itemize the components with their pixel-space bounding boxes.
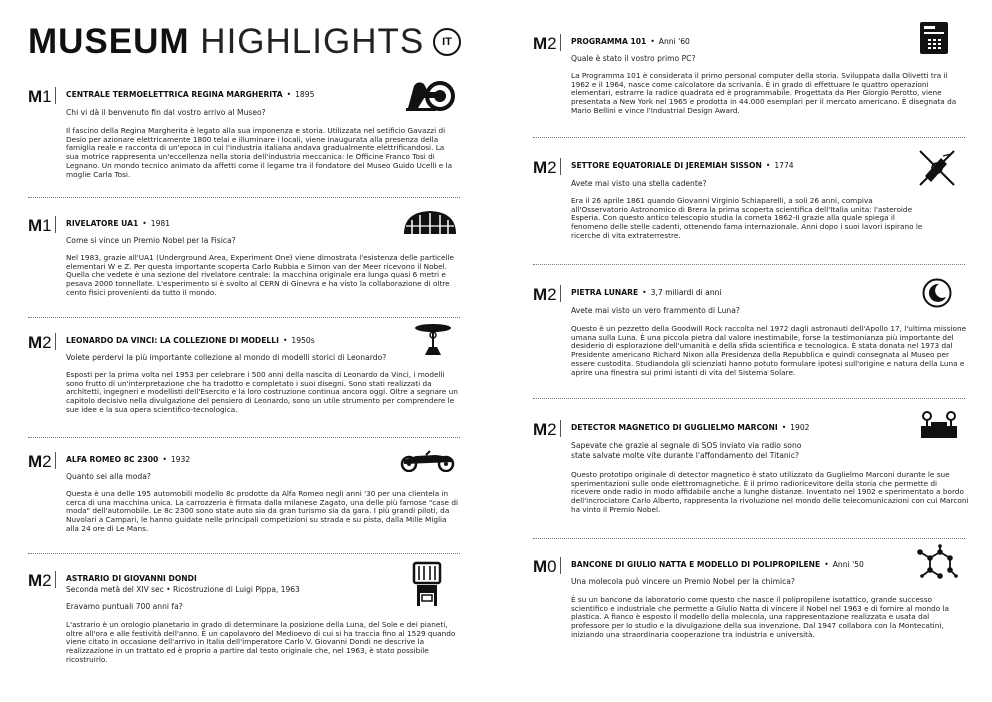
section-divider (533, 538, 965, 539)
page-title (28, 22, 448, 62)
entry-heading: CENTRALE TERMOELETTRICA REGINA MARGHERITA • 1895 (66, 90, 315, 99)
title-light: HIGHLIGHTS (189, 22, 425, 61)
museum-section-code: M0 (533, 557, 561, 576)
flying-machine-icon (413, 319, 453, 357)
entry-body: Questo prototipo originale di detector magnetico è stato utilizzato da Guglielmo Marconi durante le sue sperimentazioni sulle onde elettromagnetiche. È il primo radioricevitore della storia che permette di ricevere onde radio in modo affidabile anche a lunghe distanze. Inventato nel 1902 e sperimentato a bordo dell'incrociatore Carlo Alberto, rappresenta la rivoluzione nel mondo delle telecomunicazioni con cui Marconi ha vinto il Premio Nobel. (571, 470, 969, 514)
entry-body: Questa è una delle 195 automobili modello 8c prodotte da Alfa Romeo negli anni '30 per una clientela in cerca di una macchina unica. La carrozzeria è firmata dalla milanese Zagato, una delle più famose "case di moda" dell'automobile. Le 8c 2300 sono state auto sia da gran turismo sia da gara. I più grandi piloti, da Nuvolari a Campari, le hanno guidate nelle principali competizioni su strada e su pista, dalla Mille Miglia alla 24 ore di Le Mans. (66, 489, 459, 533)
entry-body: Nel 1983, grazie all'UA1 (Underground Area, Experiment One) viene dimostrata l'esistenza delle particelle elementari W e Z. Per questa importante scoperta Carlo Rubbia e Simon van der Meer ricevono il Nobel. Quella che vedete è una sezione del rivelatore centrale: la macchina originale era lunga quasi 6 metri e pesava 2000 tonnellate. L'esperimento si è svolto al CERN di Ginevra e ha visto la collaborazione di oltre cento fisici provenienti da tutto il mondo. (66, 253, 455, 297)
section-divider (533, 398, 965, 399)
entry-heading: ASTRARIO DI GIOVANNI DONDI (66, 574, 197, 583)
entry-heading: PIETRA LUNARE • 3,7 miliardi di anni (571, 288, 722, 297)
entry-heading: PROGRAMMA 101 • Anni '60 (571, 37, 690, 46)
entry-heading: LEONARDO DA VINCI: LA COLLEZIONE DI MODELLI • 1950s (66, 336, 315, 345)
entry-bancone-natta (533, 557, 968, 657)
molecule-icon (914, 544, 958, 584)
museum-section-code: M1 (28, 216, 56, 235)
entry-question: Avete mai visto una stella cadente? (571, 179, 707, 188)
entry-body: È su un bancone da laboratorio come questo che nasce il polipropilene isotattico, grande successo scientifico e industriale che permette a Giulio Natta di vincere il Nobel nel 1963 e di fornire al mondo la plastica. A fianco è esposto il modello della molecola, una rappresentazione realizzata e usata dal professore per lo studio e la divulgazione della sua invenzione. Dal 1947 collabora con la Montecatini, iniziando una straordinaria cooperazione tra industria e università. (571, 595, 950, 639)
museum-section-code: M2 (533, 420, 561, 439)
entry-question: Come si vince un Premio Nobel per la Fisica? (66, 236, 236, 245)
section-divider (28, 437, 460, 438)
entry-heading: ALFA ROMEO 8C 2300 • 1932 (66, 455, 191, 464)
museum-section-code: M2 (28, 333, 56, 352)
entry-body: Era il 26 aprile 1861 quando Giovanni Virginio Schiaparelli, a soli 26 anni, compiva all'Osservatorio Astronomico di Brera la prima scoperta scientifica dell'Italia unita: l'asteroide Esperia. Con questo antico telescopio studia la cometa 1862-II grazie alla quale spiega il fenomeno delle stelle cadenti, ottenendo fama internazionale. Anni dopo i suoi lavori ispirano le ricerche di vita extraterrestre. (571, 196, 923, 240)
race-car-icon (396, 448, 460, 472)
entry-question: Chi vi dà il benvenuto fin dal vostro arrivo al Museo? (66, 108, 266, 117)
museum-section-code: M1 (28, 87, 56, 106)
entry-heading: SETTORE EQUATORIALE DI JEREMIAH SISSON • 1774 (571, 161, 794, 170)
section-divider (28, 317, 460, 318)
entry-question: Volete perdervi la più importante collezione al mondo di modelli storici di Leonardo? (66, 353, 387, 362)
entry-question: Quale è stato il vostro primo PC? (571, 54, 696, 63)
magnetic-detector-icon (919, 410, 959, 440)
entry-programma-101 (533, 34, 968, 129)
generator-icon (404, 78, 458, 112)
entry-settore-equatoriale (533, 158, 968, 253)
title-bold: MUSEUM (28, 22, 190, 61)
computer-icon (919, 21, 949, 55)
entry-rivelatore-ua1 (28, 216, 466, 306)
section-divider (533, 137, 965, 138)
moon-icon (922, 278, 952, 308)
entry-detector-marconi (533, 420, 968, 520)
entry-question: Una molecola può vincere un Premio Nobel per la chimica? (571, 577, 795, 586)
section-divider (28, 553, 460, 554)
entry-centrale-termoelettrica (28, 87, 466, 187)
entry-question: Quanto sei alla moda? (66, 472, 151, 481)
entry-heading: BANCONE DI GIULIO NATTA E MODELLO DI POLIPROPILENE • Anni '50 (571, 560, 864, 569)
museum-section-code: M2 (533, 158, 561, 177)
astrarium-icon (411, 560, 443, 608)
museum-section-code: M2 (533, 34, 561, 53)
entry-body: La Programma 101 è considerata il primo personal computer della storia. Sviluppata dalla Olivetti tra il 1962 e il 1964, nasce come calcolatore da scrivania. È in grado di effettuare le quattro operazioni elementari, estrarre la radice quadrata ed è programmabile. Progettata da Pier Giorgio Perotto, viene presentata a New York nel 1965 e prodotta in 44.000 esemplari per il mercato americano. È disegnata da Mario Bellini e vince l'Industrial Design Award. (571, 71, 957, 115)
entry-question: Eravamo puntuali 700 anni fa? (66, 602, 183, 611)
entry-heading: RIVELATORE UA1 • 1981 (66, 219, 171, 228)
entry-body: Il fascino della Regina Margherita è legato alla sua imponenza e storia. Utilizzata nel setificio Gavazzi di Desio per azionare elettricamente 1800 telai e illuminare i locali, viene inaugurata alla presenza della famiglia reale e racconta di un'epoca in cui l'industria italiana andava gradualmente elettrificandosi. La sua motrice rappresenta un'eccellenza nella storia dell'industria meccanica: le Officine Franco Tosi di Legnano. Un mondo tecnico animato da affetti come il legame tra il fondatore del Museo Guido Ucelli e la moglie Carla Tosi. (66, 126, 453, 179)
entry-astrario-dondi (28, 571, 466, 671)
entry-heading: DETECTOR MAGNETICO DI GUGLIELMO MARCONI • 1902 (571, 423, 810, 432)
entry-leonardo-modelli (28, 333, 466, 428)
entry-body: Questo è un pezzetto della Goodwill Rock raccolta nel 1972 dagli astronauti dell'Apollo 17, l'ultima missione umana sulla Luna. È una piccola pietra dal valore inestimabile, forse la testimonianza più importante del desiderio di esplorazione dell'umanità e della sfida scientifica e tecnologica. È stata donata nel 1973 dal Presidente americano Richard Nixon alla Presidenza della Repubblica e quindi consegnata al Museo per essere custodita. Studiandola gli scienziati hanno potuto formulare ipotesi sull'origine e natura della Luna e aprire una finestra sui primi istanti di vita del Sistema Solare. (571, 324, 967, 377)
section-divider (28, 197, 460, 198)
section-divider (533, 264, 965, 265)
entry-body: Esposti per la prima volta nel 1953 per celebrare i 500 anni della nascita di Leonardo da Vinci, i modelli sono frutto di un'interpretazione che ha tradotto e completato i suoi disegni. Sono stati realizzati da architetti, ingegneri e modellisti dell'Esercito e la loro costruzione continua ancora oggi. Oltre a segnare un capitolo decisivo nella divulgazione del pensiero di Leonardo, sono un utile strumento per comprendere le sue idee e la sua opera scientifico-tecnologica. (66, 370, 458, 414)
museum-section-code: M2 (28, 452, 56, 471)
entry-question: Sapevate che grazie al segnale di SOS inviato via radio sono state salvate molte vite durante l'affondamento del Titanic? (571, 441, 802, 460)
language-badge[interactable]: IT (433, 28, 461, 56)
museum-section-code: M2 (533, 285, 561, 304)
entry-pietra-lunare (533, 285, 968, 385)
entry-alfa-romeo (28, 452, 466, 542)
entry-question: Avete mai visto un vero frammento di Luna? (571, 306, 740, 315)
telescope-icon (917, 148, 957, 188)
entry-subtitle: Seconda metà del XIV sec • Ricostruzione di Luigi Pippa, 1963 (66, 585, 300, 594)
entry-body: L'astrario è un orologio planetario in grado di determinare la posizione della Luna, del Sole e dei pianeti, oltre all'ora e alle festività dell'anno. È un capolavoro del Medioevo di cui si ha traccia fino al 1529 quando viene citato in occasione dell'arrivo in Italia dell'imperatore Carlo V. Giovanni Dondi ne descrive la realizzazione in un trattato ed è proprio a partire dal testo originale che, nel 1963, è stato possibile ricostruirlo. (66, 620, 456, 664)
museum-section-code: M2 (28, 571, 56, 590)
detector-hangar-icon (402, 208, 458, 236)
